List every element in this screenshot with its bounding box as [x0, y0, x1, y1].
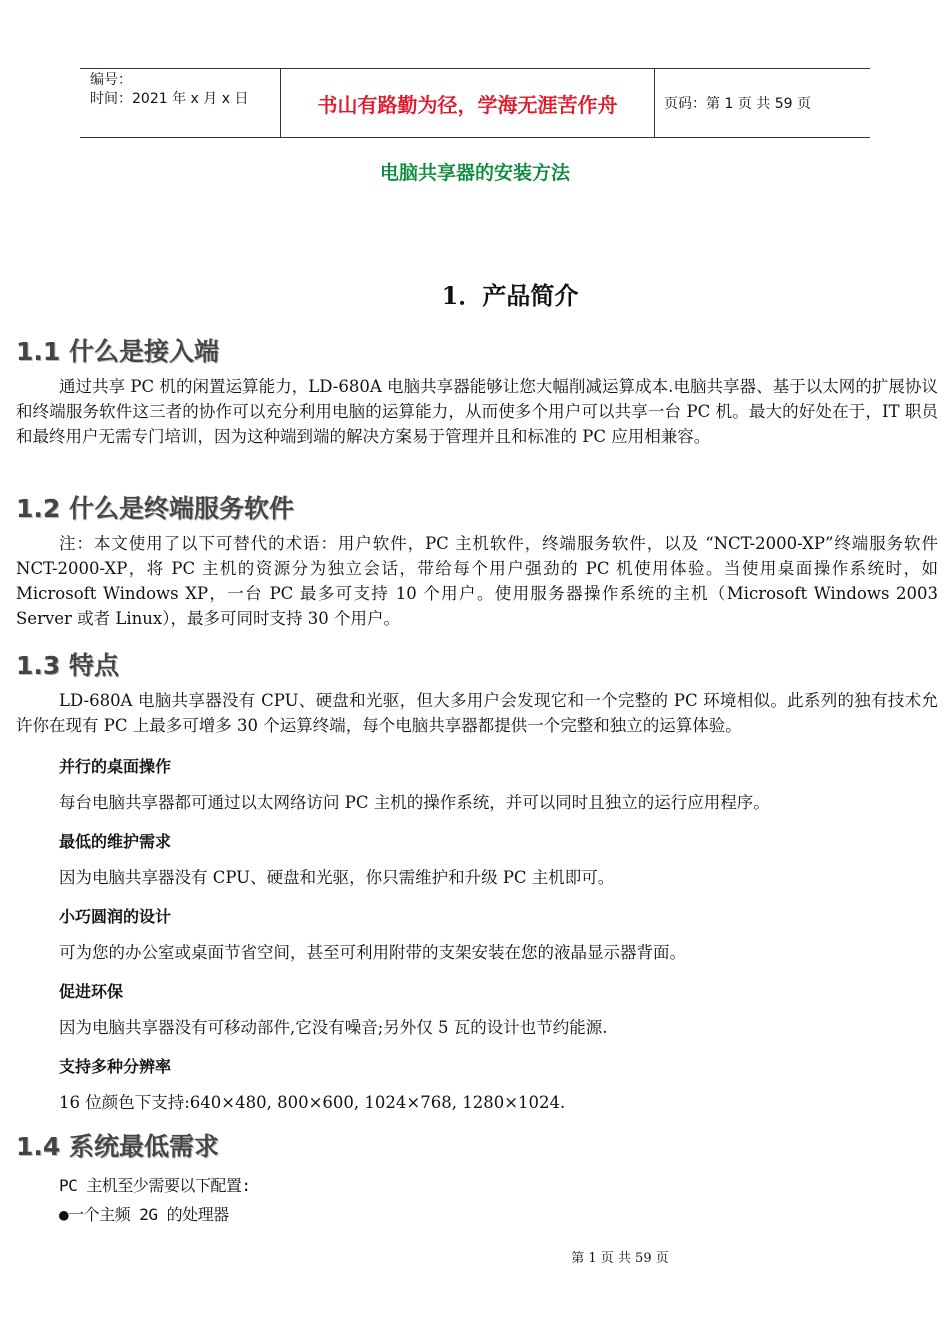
feature-text: 16 位颜色下支持:640×480, 800×600, 1024×768, 1280×1024. [59, 1093, 566, 1112]
feature-text: 每台电脑共享器都可通过以太网络访问 PC 主机的操作系统，并可以同时且独立的运行应用程序。 [59, 793, 770, 812]
section-body-1-2: 注：本文使用了以下可替代的术语：用户软件，PC 主机软件，终端服务软件，以及 “NCT-2000-XP”终端服务软件 NCT-2000-XP，将 PC 主机的资源分为独立会话，带给每个用户强劲的 PC 机使用体验。当使用桌面操作系统时，如 Microsoft Windows XP，一台 PC 最多可支持 10 个用户。使用服务器操作系统的主机（Microsoft Windows 2003 Server 或者 Linux），最多可同时支持 30 个用户。 [16, 534, 938, 628]
section-body-1-1: 通过共享 PC 机的闲置运算能力，LD-680A 电脑共享器能够让您大幅削减运算成本.电脑共享器、基于以太网的扩展协议和终端服务软件这三者的协作可以充分利用电脑的运算能力，从而使多个用户可以共享一台 PC 机。最大的好处在于，IT 职员和最终用户无需专门培训，因为这种端到端的解决方案易于管理并且和标准的 PC 应用相兼容。 [16, 377, 938, 446]
header-motto: 书山有路勤为径，学海无涯苦作舟 [317, 92, 618, 117]
header-divider [654, 69, 655, 137]
page-footer: 第 1 页 共 59 页 [571, 1251, 669, 1266]
header-meta [90, 71, 280, 109]
feature-text: 可为您的办公室或桌面节省空间，甚至可利用附带的支架安装在您的液晶显示器背面。 [59, 943, 686, 962]
header-page-info: 页码：第 1 页 共 59 页 [664, 96, 811, 112]
requirements-intro: PC 主机至少需要以下配置: [59, 1176, 251, 1195]
section-heading-1-1: 1.1 什么是接入端 [16, 337, 219, 366]
section-heading-1-4: 1.4 系统最低需求 [16, 1132, 219, 1161]
section-heading-1-2: 1.2 什么是终端服务软件 [16, 494, 294, 523]
document-title: 电脑共享器的安装方法 [379, 162, 570, 184]
section-body-1-3: LD-680A 电脑共享器没有 CPU、硬盘和光驱，但大多用户会发现它和一个完整的 PC 环境相似。此系列的独有技术允许你在现有 PC 上最多可增多 30 个运算终端，每个电脑共享器都提供一个完整和独立的运算体验。 [16, 691, 938, 735]
feature-title: 促进环保 [59, 982, 124, 1001]
feature-text: 因为电脑共享器没有可移动部件,它没有噪音;另外仅 5 瓦的设计也节约能源. [59, 1018, 608, 1037]
time-label: 时间：2021 年 x 月 x 日 [90, 91, 249, 107]
feature-title: 并行的桌面操作 [59, 757, 172, 776]
feature-title: 小巧圆润的设计 [59, 907, 172, 926]
requirement-item: ●一个主频 2G 的处理器 [59, 1205, 229, 1224]
feature-text: 因为电脑共享器没有 CPU、硬盘和光驱，你只需维护和升级 PC 主机即可。 [59, 868, 615, 887]
chapter-title: 1．产品简介 [441, 281, 579, 310]
feature-title: 最低的维护需求 [59, 832, 172, 851]
feature-title: 支持多种分辨率 [59, 1057, 172, 1076]
number-label: 编号： [90, 72, 132, 88]
page-header [80, 68, 870, 138]
section-heading-1-3: 1.3 特点 [16, 651, 119, 680]
